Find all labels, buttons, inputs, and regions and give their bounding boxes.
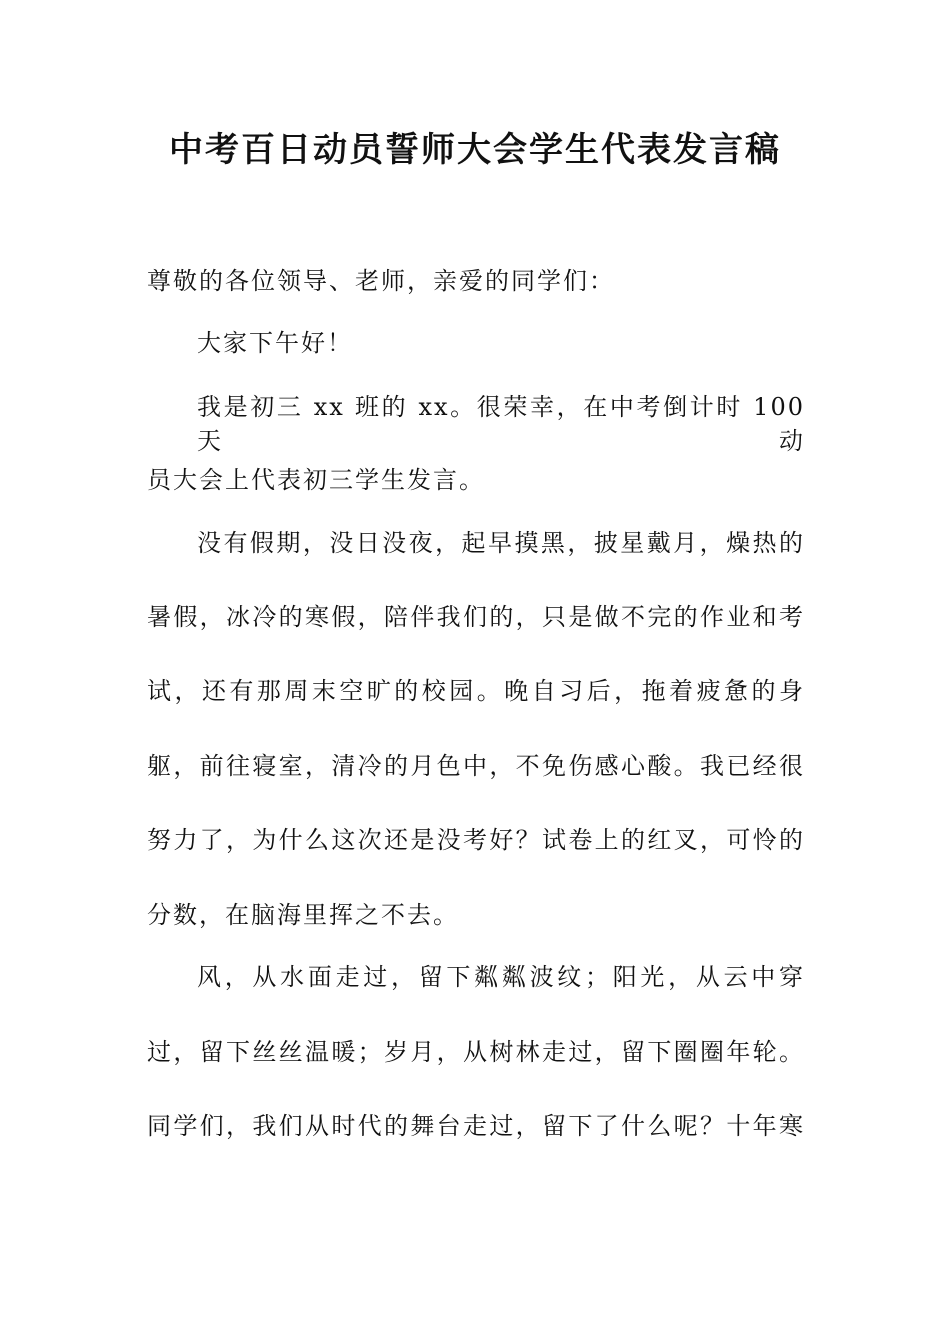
paragraph-line: 同学们，我们从时代的舞台走过，留下了什么呢？十年寒 bbox=[147, 1112, 805, 1140]
paragraph-line: 躯，前往寝室，清冷的月色中，不免伤感心酸。我已经很 bbox=[147, 752, 805, 780]
paragraph-line: 我是初三 xx 班的 xx。很荣幸，在中考倒计时 100 天动 bbox=[197, 393, 805, 455]
paragraph-line: 员大会上代表初三学生发言。 bbox=[147, 466, 485, 494]
paragraph-line: 风，从水面走过，留下粼粼波纹；阳光，从云中穿 bbox=[197, 963, 805, 991]
paragraph-line: 分数，在脑海里挥之不去。 bbox=[147, 901, 459, 929]
salutation-line: 尊敬的各位领导、老师，亲爱的同学们： bbox=[147, 267, 615, 295]
paragraph-line: 没有假期，没日没夜，起早摸黑，披星戴月，燥热的 bbox=[197, 529, 805, 557]
paragraph-line: 努力了，为什么这次还是没考好？试卷上的红叉，可怜的 bbox=[147, 826, 805, 854]
paragraph-line: 过，留下丝丝温暖；岁月，从树林走过，留下圈圈年轮。 bbox=[147, 1038, 805, 1066]
greeting-line: 大家下午好！ bbox=[197, 329, 353, 357]
paragraph-line: 试，还有那周末空旷的校园。晚自习后，拖着疲惫的身 bbox=[147, 677, 805, 705]
paragraph-line: 暑假，冰冷的寒假，陪伴我们的，只是做不完的作业和考 bbox=[147, 603, 805, 631]
document-title: 中考百日动员誓师大会学生代表发言稿 bbox=[169, 130, 781, 170]
